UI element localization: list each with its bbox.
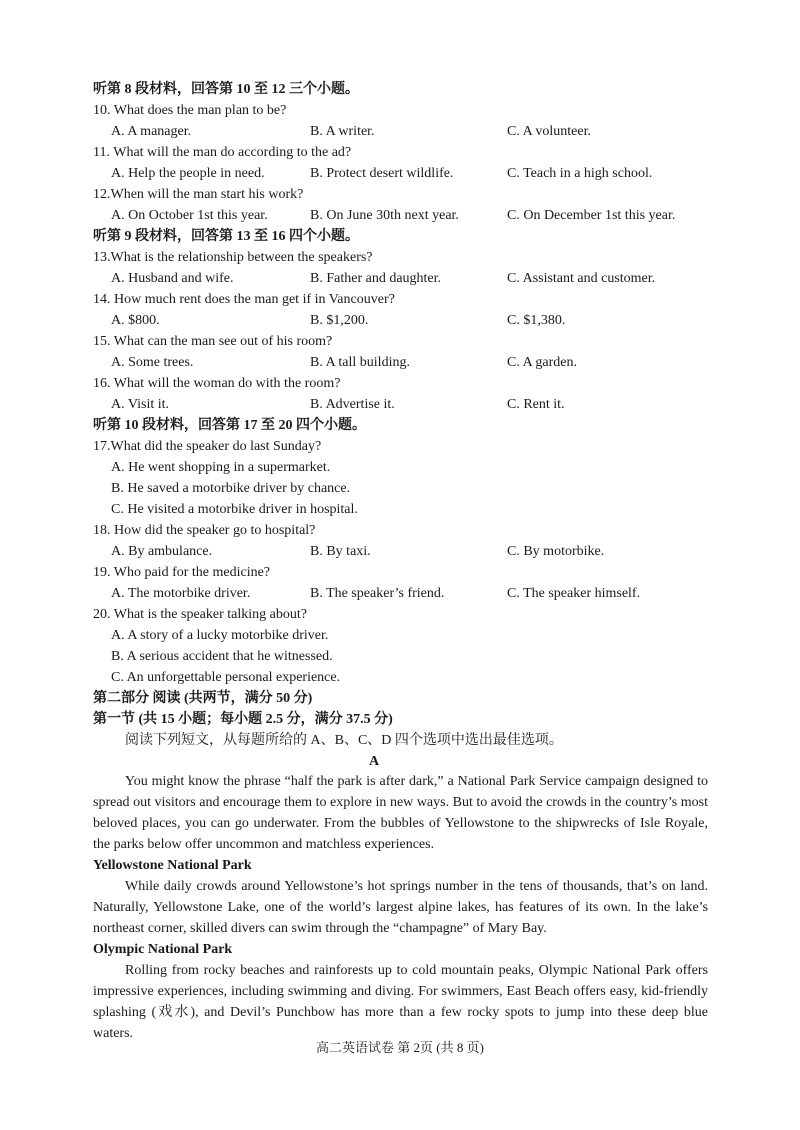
q16-option-c: C. Rent it. xyxy=(507,397,565,412)
q10-option-c: C. A volunteer. xyxy=(507,124,591,139)
section-heading-8: 听第 8 段材料，回答第 10 至 12 三个小题。 xyxy=(93,82,359,97)
q10-option-a: A. A manager. xyxy=(111,124,192,139)
question-18: 18. How did the speaker go to hospital? xyxy=(93,523,316,538)
q17-option-c: C. He visited a motorbike driver in hospital. xyxy=(111,502,358,517)
q13-option-b: B. Father and daughter. xyxy=(310,271,442,286)
q16-option-b: B. Advertise it. xyxy=(310,397,395,412)
q20-option-b: B. A serious accident that he witnessed. xyxy=(111,649,333,664)
q14-option-c: C. $1,380. xyxy=(507,313,566,328)
instruction-text: 阅读下列短文，从每题所给的 A、B、C、D 四个选项中选出最佳选项。 xyxy=(125,733,563,748)
question-15: 15. What can the man see out of his room? xyxy=(93,334,333,349)
page-footer: 高二英语试卷 第 2页 (共 8 页) xyxy=(316,1040,484,1055)
question-20: 20. What is the speaker talking about? xyxy=(93,607,307,622)
q16-option-a: A. Visit it. xyxy=(111,397,170,412)
q14-option-a: A. $800. xyxy=(111,313,160,328)
passage-yellowstone: While daily crowds around Yellowstone’s hot springs number in the tens of thousands, that’s on land. Naturally, Yellowstone Lake, one of the world’s largest alpine lakes, has features of its own. In the lake’s northeast corner, skilled divers can swim through the “champagne” of Mary Bay. xyxy=(93,879,708,936)
q10-option-b: B. A writer. xyxy=(310,124,375,139)
part-two-heading: 第二部分 阅读 (共两节，满分 50 分) xyxy=(93,691,313,706)
q15-option-b: B. A tall building. xyxy=(310,355,410,370)
q19-option-a: A. The motorbike driver. xyxy=(111,586,251,601)
question-12: 12.When will the man start his work? xyxy=(93,187,304,202)
question-19: 19. Who paid for the medicine? xyxy=(93,565,271,580)
q14-option-b: B. $1,200. xyxy=(310,313,369,328)
q12-option-b: B. On June 30th next year. xyxy=(310,208,459,223)
q19-option-b: B. The speaker’s friend. xyxy=(310,586,445,601)
question-13: 13.What is the relationship between the speakers? xyxy=(93,250,373,265)
question-17: 17.What did the speaker do last Sunday? xyxy=(93,439,322,454)
q18-option-b: B. By taxi. xyxy=(310,544,371,559)
passage-letter: A xyxy=(368,754,380,769)
q11-option-c: C. Teach in a high school. xyxy=(507,166,653,181)
park-heading-yellowstone: Yellowstone National Park xyxy=(93,858,252,873)
question-11: 11. What will the man do according to the ad? xyxy=(93,145,352,160)
q17-option-a: A. He went shopping in a supermarket. xyxy=(111,460,331,475)
q15-option-a: A. Some trees. xyxy=(111,355,194,370)
q12-option-a: A. On October 1st this year. xyxy=(111,208,268,223)
section-heading-9: 听第 9 段材料，回答第 13 至 16 四个小题。 xyxy=(93,229,359,244)
q15-option-c: C. A garden. xyxy=(507,355,577,370)
passage-olympic: Rolling from rocky beaches and rainforests up to cold mountain peaks, Olympic National Park offers impressive experiences, including swimming and diving. For swimmers, East Beach offers easy, kid-friendly splashing (戏水), and Devil’s Punchbow has more than a few rocky spots to jump into these deep blue waters. xyxy=(93,963,708,1041)
q13-option-c: C. Assistant and customer. xyxy=(507,271,656,286)
q18-option-a: A. By ambulance. xyxy=(111,544,213,559)
q13-option-a: A. Husband and wife. xyxy=(111,271,234,286)
q11-option-b: B. Protect desert wildlife. xyxy=(310,166,454,181)
q20-option-c: C. An unforgettable personal experience. xyxy=(111,670,341,685)
q12-option-c: C. On December 1st this year. xyxy=(507,208,676,223)
question-14: 14. How much rent does the man get if in Vancouver? xyxy=(93,292,395,307)
park-heading-olympic: Olympic National Park xyxy=(93,942,233,957)
question-10: 10. What does the man plan to be? xyxy=(93,103,287,118)
q20-option-a: A. A story of a lucky motorbike driver. xyxy=(111,628,329,643)
question-16: 16. What will the woman do with the room? xyxy=(93,376,341,391)
section-heading-10: 听第 10 段材料，回答第 17 至 20 四个小题。 xyxy=(93,418,366,433)
q18-option-c: C. By motorbike. xyxy=(507,544,605,559)
q17-option-b: B. He saved a motorbike driver by chance. xyxy=(111,481,351,496)
q11-option-a: A. Help the people in need. xyxy=(111,166,265,181)
passage-intro: You might know the phrase “half the park is after dark,” a National Park Service campaign designed to spread out visitors and encourage them to explore in new ways. But to avoid the crowds in the country’s most beloved places, you can go underwater. From the bubbles of Yellowstone to the shipwrecks of Isle Royale, the parks below offer uncommon and matchless experiences. xyxy=(93,774,708,852)
section-one-heading: 第一节 (共 15 小题；每小题 2.5 分，满分 37.5 分) xyxy=(93,712,393,727)
q19-option-c: C. The speaker himself. xyxy=(507,586,641,601)
